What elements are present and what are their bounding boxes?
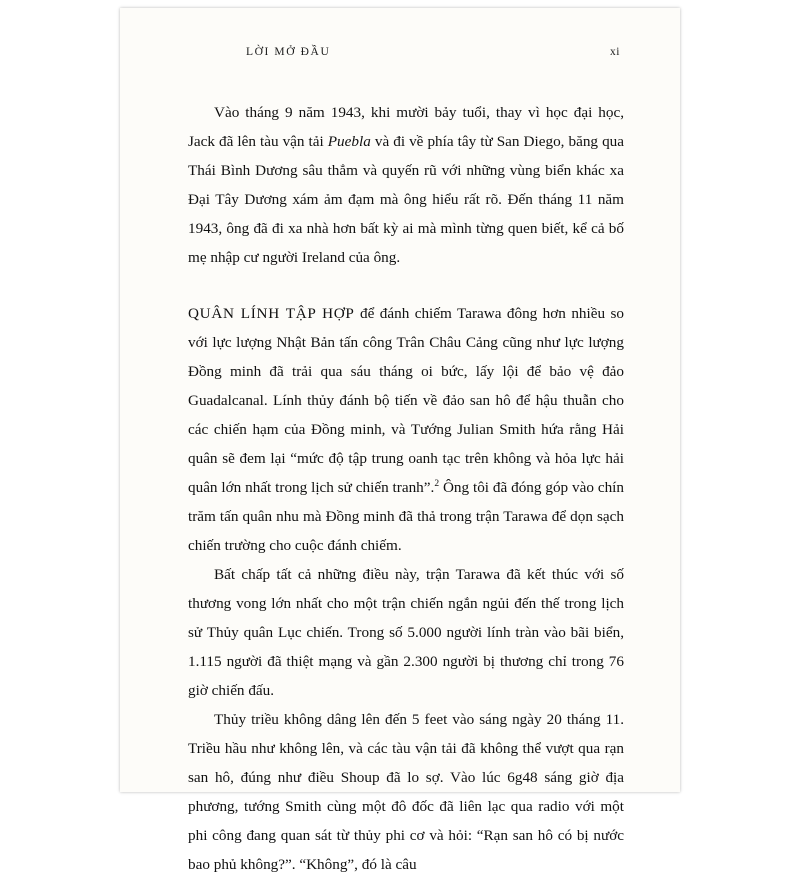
running-head [188,46,624,58]
paragraph-2 [188,299,624,560]
paragraph-1-text-a: Vào tháng 9 năm 1943, khi mười bảy tuổi, thay vì học đại học, Jack đã lên tàu vận tải [188,104,624,150]
page-content-area [120,8,680,873]
ship-name-italic: Puebla [327,133,371,150]
paragraph-1 [188,98,624,272]
paragraph-1-text-b: và đi về phía tây từ San Diego, băng qua Thái Bình Dương sâu thẳm và quyến rũ với những vùng biển khác xa Đại Tây Dương xám ảm đạm mà ông hiểu rất rõ. Đến tháng 11 năm 1943, ông đã đi xa nhà hơn bất kỳ ai mà mình từng quen biết, kể cả bố mẹ nhập cư người Ireland của ông. [188,133,624,266]
book-page [120,8,680,873]
paragraph-4: Thủy triều không dâng lên đến 5 feet vào sáng ngày 20 tháng 11. Triều hầu như không lên, và các tàu vận tải đã không thể vượt qua rạn san hô, đúng như điều Shoup đã lo sợ. Vào lúc 6g48 sáng giờ địa phương, tướng Smith cùng một đô đốc đã liên lạc qua radio với một phi công đang quan sát từ thủy phi cơ và hỏi: “Rạn san hô có bị nước bao phủ không?”. “Không”, đó là câu [188,711,624,873]
footnote-marker: 2 [434,478,440,489]
running-head-title: LỜI MỞ ĐẦU [246,46,331,58]
paragraph-2-lead-smallcaps: QUÂN LÍNH TẬP HỢP [188,305,355,322]
page-number: xi [610,46,620,58]
paragraph-2-main: để đánh chiếm Tarawa đông hơn nhiều so với lực lượng Nhật Bản tấn công Trân Châu Cảng cũng như lực lượng Đồng minh đã trải qua sáu tháng oi bức, lấy lội để bảo vệ đảo Guadalcanal. Lính thủy đánh bộ tiến về đảo san hô để hậu thuẫn cho các chiến hạm của Đồng minh, và Tướng Julian Smith hứa rằng Hải quân sẽ đem lại “mức độ tập trung oanh tạc trên không và hỏa lực hải quân lớn nhất trong lịch sử chiến tranh”. [188,305,625,496]
body-text [188,98,624,879]
paragraph-2-tail: Ông tôi đã đóng góp vào chín trăm tấn quân nhu mà Đồng minh đã thả trong trận Tarawa để dọn sạch chiến trường cho cuộc đánh chiếm. [188,479,624,554]
paragraph-3: Bất chấp tất cả những điều này, trận Tarawa đã kết thúc với số thương vong lớn nhất cho một trận chiến ngắn ngủi đến thế trong lịch sử Thủy quân Lục chiến. Trong số 5.000 người lính tràn vào bãi biển, 1.115 người đã thiệt mạng và gần 2.300 người bị thương chỉ trong 76 giờ chiến đấu. [188,566,624,699]
